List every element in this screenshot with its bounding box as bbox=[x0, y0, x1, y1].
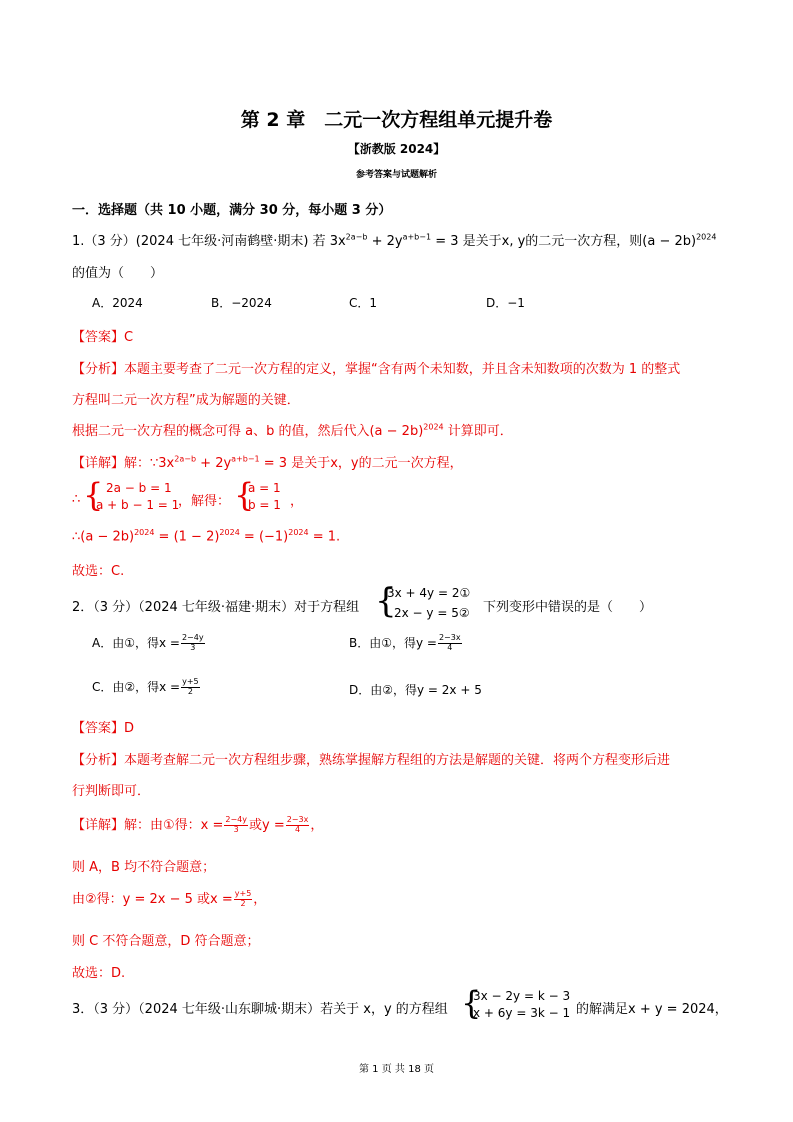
q3-stem-tail: 的解满足x + y = 2024， bbox=[576, 1002, 728, 1017]
q1-option-b[interactable]: B．−2024 bbox=[211, 296, 272, 310]
q1-result bbox=[72, 528, 340, 544]
q3-system-brace: { bbox=[461, 984, 482, 1022]
q2-detail-num1: 2−4y bbox=[225, 815, 247, 825]
q2-stem bbox=[72, 581, 722, 625]
q1-detail-exp1: 2a−b bbox=[174, 454, 197, 464]
q1-result-exp3: 2024 bbox=[288, 528, 309, 537]
q2-option-b-fraction bbox=[438, 634, 462, 653]
subtitle: 参考答案与试题解析 bbox=[355, 170, 437, 180]
q1-detail-text: 【详解】解：∵3x bbox=[72, 456, 175, 471]
q2-option-d[interactable]: D．由②，得y = 2x + 5 bbox=[349, 683, 482, 697]
q1-analysis-tail: 计算即可． bbox=[443, 424, 513, 439]
q1-solve-label: ，解得： bbox=[178, 494, 231, 509]
q2-detail-mid: 或y = bbox=[249, 818, 285, 833]
q1-exp1: 2a−b bbox=[345, 232, 368, 242]
q1-answer: 【答案】C bbox=[72, 330, 134, 345]
q2-line-cd: 则 C 不符合题意，D 符合题意； bbox=[72, 934, 260, 949]
q1-result-mid1: = (1 − 2) bbox=[154, 529, 220, 545]
q1-stem-line2: 的值为（ ） bbox=[72, 266, 164, 281]
q2-option-b-den: 4 bbox=[447, 643, 453, 652]
q3-eq2: x + 6y = 3k − 1 bbox=[473, 1006, 571, 1020]
q1-detail-mid: + 2y bbox=[196, 456, 232, 471]
q1-sol-eq1: a = 1 bbox=[248, 481, 281, 495]
q1-option-c[interactable]: C．1 bbox=[349, 296, 378, 310]
q2-option-c[interactable] bbox=[92, 678, 201, 697]
q2-option-c-label: C．由②，得x = bbox=[92, 680, 181, 694]
q1-stem-text: 1.（3 分）(2024 七年级·河南鹤壁·期末) 若 3x bbox=[72, 234, 346, 249]
q2-option-b-num: 2−3x bbox=[438, 633, 461, 643]
q2-answer: 【答案】D bbox=[72, 721, 135, 736]
page-title: 第 2 章 二元一次方程组单元提升卷 bbox=[240, 109, 553, 131]
q2-stem-text: 2．（3 分）（2024 七年级·福建·期末）对于方程组 bbox=[72, 600, 360, 615]
q2-from2-text: 由②得：y = 2x − 5 或x = bbox=[72, 892, 233, 907]
q2-from2-fraction bbox=[234, 890, 253, 909]
q1-result-mid2: = (−1) bbox=[239, 529, 289, 545]
q1-exp3: 2024 bbox=[696, 232, 717, 242]
q2-eq1: 3x + 4y = 2① bbox=[387, 586, 471, 600]
q1-sol-tail: ， bbox=[290, 494, 304, 509]
q1-analysis-line3 bbox=[72, 420, 513, 439]
q1-exp2: a+b−1 bbox=[402, 232, 432, 242]
q1-stem-mid: + 2y bbox=[367, 234, 403, 249]
q3-eq1: 3x − 2y = k − 3 bbox=[473, 989, 571, 1003]
q1-solution-brace: { bbox=[234, 476, 255, 514]
q2-detail-den2: 4 bbox=[294, 825, 301, 834]
q1-option-d[interactable]: D．−1 bbox=[486, 296, 525, 310]
q1-analysis-exp: 2024 bbox=[423, 422, 444, 432]
q2-system-brace: { bbox=[375, 581, 397, 621]
q1-detail-line1 bbox=[72, 452, 463, 471]
section-heading: 一．选择题（共 10 小题，满分 30 分，每小题 3 分） bbox=[72, 203, 392, 218]
q1-analysis-line2: 方程叫二元一次方程”成为解题的关键． bbox=[72, 393, 300, 408]
q3-stem bbox=[72, 984, 728, 1024]
q2-option-a-label: A．由①，得x = bbox=[92, 636, 180, 650]
q2-option-a-fraction bbox=[181, 634, 205, 653]
q2-line-ab: 则 A，B 均不符合题意； bbox=[72, 860, 216, 875]
q1-sys-eq1: 2a − b = 1 bbox=[106, 481, 172, 495]
q2-stem-tail: 下列变形中错误的是（ ） bbox=[483, 600, 653, 615]
q2-option-c-fraction bbox=[181, 678, 200, 697]
q1-result-text: ∴(a − 2b) bbox=[72, 529, 135, 545]
q3-stem-text: 3．（3 分）（2024 七年级·山东聊城·期末）若关于 x，y 的方程组 bbox=[72, 1002, 448, 1017]
edition-label: 【浙教版 2024】 bbox=[347, 142, 446, 156]
q2-option-b-label: B．由①，得y = bbox=[349, 636, 437, 650]
q1-analysis-line1: 【分析】本题主要考查了二元一次方程的定义，掌握“含有两个未知数，并且含未知数项的次数为 1 的整式 bbox=[72, 362, 681, 377]
q1-result-tail: = 1. bbox=[308, 529, 341, 545]
q2-option-c-num: y+5 bbox=[182, 677, 199, 687]
q2-detail-num2: 2−3x bbox=[286, 815, 309, 825]
q1-therefore: ∴ bbox=[72, 492, 81, 507]
q1-result-exp2: 2024 bbox=[219, 528, 240, 537]
q1-option-a[interactable]: A．2024 bbox=[92, 296, 143, 310]
q1-detail-exp2: a+b−1 bbox=[231, 454, 260, 464]
q1-sol-eq2: b = 1 bbox=[248, 498, 281, 512]
q2-detail-text: 【详解】解：由①得：x = bbox=[72, 818, 224, 833]
q2-from2-tail: ， bbox=[253, 892, 267, 907]
q1-stem-tail: = 3 是关于x, y的二元一次方程，则(a − 2b) bbox=[431, 234, 697, 249]
q2-choose: 故选：D. bbox=[72, 966, 126, 981]
q2-detail-fraction1 bbox=[224, 816, 248, 835]
q2-option-a[interactable] bbox=[92, 634, 206, 653]
q1-result-exp1: 2024 bbox=[134, 528, 155, 537]
q1-system-brace: { bbox=[83, 476, 104, 514]
q1-stem bbox=[72, 230, 716, 249]
q2-detail-line bbox=[72, 814, 323, 835]
q2-from2-num: y+5 bbox=[234, 889, 252, 899]
q2-detail-fraction2 bbox=[286, 816, 310, 835]
q2-from2-den: 2 bbox=[240, 899, 246, 908]
q2-from2-line bbox=[72, 888, 266, 909]
q2-option-b[interactable] bbox=[349, 634, 463, 653]
q2-eq2: 2x − y = 5② bbox=[394, 606, 470, 620]
q2-detail-tail: ， bbox=[310, 818, 324, 833]
q1-analysis-text: 根据二元一次方程的概念可得 a、b 的值，然后代入(a − 2b) bbox=[72, 424, 424, 439]
q2-option-c-den: 2 bbox=[187, 687, 193, 696]
q1-choose: 故选：C. bbox=[72, 564, 125, 579]
q2-option-a-num: 2−4y bbox=[181, 633, 204, 643]
page-number: 第 1 页 共 18 页 bbox=[359, 1064, 434, 1075]
q2-analysis-line2: 行判断即可． bbox=[72, 784, 151, 799]
q2-option-a-den: 3 bbox=[190, 643, 196, 652]
q1-detail-tail: = 3 是关于x，y的二元一次方程， bbox=[259, 456, 463, 471]
q2-detail-den1: 3 bbox=[233, 825, 239, 834]
q2-analysis-line1: 【分析】本题考查解二元一次方程组步骤，熟练掌握解方程组的方法是解题的关键．将两个方程变形后进 bbox=[72, 753, 671, 768]
q1-sys-eq2: a + b − 1 = 1 bbox=[96, 498, 180, 512]
